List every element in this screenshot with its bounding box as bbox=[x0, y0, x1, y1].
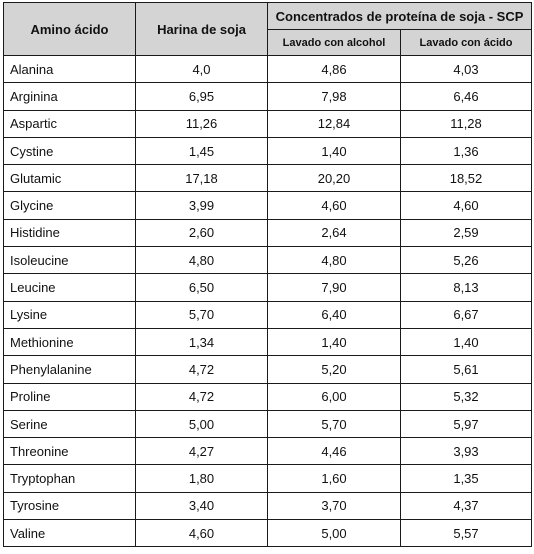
cell-harina-de-soja: 1,34 bbox=[136, 328, 268, 355]
cell-lavado-alcohol: 5,20 bbox=[268, 356, 401, 383]
cell-harina-de-soja: 2,60 bbox=[136, 219, 268, 246]
cell-harina-de-soja: 4,27 bbox=[136, 438, 268, 465]
cell-lavado-alcohol: 12,84 bbox=[268, 110, 401, 137]
header-row bbox=[4, 3, 532, 30]
table-body bbox=[4, 56, 532, 547]
cell-lavado-acido: 6,46 bbox=[401, 83, 532, 110]
cell-harina-de-soja: 4,60 bbox=[136, 520, 268, 547]
cell-harina-de-soja: 1,45 bbox=[136, 137, 268, 164]
table-row bbox=[4, 83, 532, 110]
cell-amino-acid: Threonine bbox=[4, 438, 136, 465]
cell-harina-de-soja: 17,18 bbox=[136, 165, 268, 192]
cell-amino-acid: Glycine bbox=[4, 192, 136, 219]
cell-lavado-alcohol: 3,70 bbox=[268, 492, 401, 519]
cell-amino-acid: Isoleucine bbox=[4, 247, 136, 274]
cell-amino-acid: Leucine bbox=[4, 274, 136, 301]
cell-lavado-acido: 1,40 bbox=[401, 328, 532, 355]
cell-lavado-acido: 5,61 bbox=[401, 356, 532, 383]
cell-amino-acid: Phenylalanine bbox=[4, 356, 136, 383]
cell-harina-de-soja: 4,80 bbox=[136, 247, 268, 274]
table-row bbox=[4, 192, 532, 219]
table-row bbox=[4, 219, 532, 246]
table-row bbox=[4, 137, 532, 164]
cell-lavado-acido: 18,52 bbox=[401, 165, 532, 192]
table-row bbox=[4, 356, 532, 383]
cell-harina-de-soja: 5,00 bbox=[136, 410, 268, 437]
table-row bbox=[4, 301, 532, 328]
table-row bbox=[4, 410, 532, 437]
table-row bbox=[4, 56, 532, 83]
cell-lavado-acido: 5,97 bbox=[401, 410, 532, 437]
table-row bbox=[4, 438, 532, 465]
cell-lavado-alcohol: 2,64 bbox=[268, 219, 401, 246]
cell-lavado-alcohol: 4,46 bbox=[268, 438, 401, 465]
cell-lavado-alcohol: 4,86 bbox=[268, 56, 401, 83]
cell-lavado-alcohol: 5,00 bbox=[268, 520, 401, 547]
cell-lavado-alcohol: 7,90 bbox=[268, 274, 401, 301]
cell-harina-de-soja: 1,80 bbox=[136, 465, 268, 492]
cell-amino-acid: Arginina bbox=[4, 83, 136, 110]
table-row bbox=[4, 110, 532, 137]
cell-harina-de-soja: 4,72 bbox=[136, 383, 268, 410]
table-row bbox=[4, 465, 532, 492]
cell-harina-de-soja: 5,70 bbox=[136, 301, 268, 328]
cell-lavado-acido: 1,35 bbox=[401, 465, 532, 492]
cell-lavado-alcohol: 4,80 bbox=[268, 247, 401, 274]
cell-harina-de-soja: 4,72 bbox=[136, 356, 268, 383]
cell-lavado-acido: 5,26 bbox=[401, 247, 532, 274]
table-row bbox=[4, 492, 532, 519]
cell-amino-acid: Histidine bbox=[4, 219, 136, 246]
cell-lavado-alcohol: 1,40 bbox=[268, 328, 401, 355]
header-lavado-alcohol: Lavado con alcohol bbox=[268, 30, 401, 56]
cell-harina-de-soja: 3,99 bbox=[136, 192, 268, 219]
cell-harina-de-soja: 4,0 bbox=[136, 56, 268, 83]
amino-acid-table bbox=[3, 2, 532, 547]
table-row bbox=[4, 274, 532, 301]
cell-lavado-acido: 4,03 bbox=[401, 56, 532, 83]
cell-amino-acid: Lysine bbox=[4, 301, 136, 328]
cell-amino-acid: Valine bbox=[4, 520, 136, 547]
header-harina-de-soja: Harina de soja bbox=[136, 3, 268, 56]
cell-harina-de-soja: 11,26 bbox=[136, 110, 268, 137]
header-amino-acid: Amino ácido bbox=[4, 3, 136, 56]
cell-lavado-acido: 5,57 bbox=[401, 520, 532, 547]
cell-harina-de-soja: 6,95 bbox=[136, 83, 268, 110]
cell-lavado-alcohol: 20,20 bbox=[268, 165, 401, 192]
cell-lavado-alcohol: 1,40 bbox=[268, 137, 401, 164]
cell-lavado-alcohol: 7,98 bbox=[268, 83, 401, 110]
cell-lavado-acido: 5,32 bbox=[401, 383, 532, 410]
header-scp-group: Concentrados de proteína de soja - SCP bbox=[268, 3, 532, 30]
table-row bbox=[4, 247, 532, 274]
cell-lavado-acido: 11,28 bbox=[401, 110, 532, 137]
cell-amino-acid: Alanina bbox=[4, 56, 136, 83]
cell-amino-acid: Tryptophan bbox=[4, 465, 136, 492]
cell-lavado-alcohol: 4,60 bbox=[268, 192, 401, 219]
cell-harina-de-soja: 3,40 bbox=[136, 492, 268, 519]
cell-lavado-alcohol: 5,70 bbox=[268, 410, 401, 437]
cell-lavado-alcohol: 6,40 bbox=[268, 301, 401, 328]
table-row bbox=[4, 383, 532, 410]
cell-lavado-acido: 8,13 bbox=[401, 274, 532, 301]
cell-amino-acid: Methionine bbox=[4, 328, 136, 355]
table-row bbox=[4, 165, 532, 192]
table-header bbox=[4, 3, 532, 56]
cell-lavado-acido: 1,36 bbox=[401, 137, 532, 164]
cell-amino-acid: Tyrosine bbox=[4, 492, 136, 519]
cell-lavado-acido: 2,59 bbox=[401, 219, 532, 246]
cell-amino-acid: Proline bbox=[4, 383, 136, 410]
cell-lavado-acido: 4,37 bbox=[401, 492, 532, 519]
cell-amino-acid: Glutamic bbox=[4, 165, 136, 192]
cell-lavado-alcohol: 1,60 bbox=[268, 465, 401, 492]
cell-lavado-acido: 6,67 bbox=[401, 301, 532, 328]
header-lavado-acido: Lavado con ácido bbox=[401, 30, 532, 56]
cell-lavado-acido: 4,60 bbox=[401, 192, 532, 219]
table-row bbox=[4, 520, 532, 547]
cell-lavado-acido: 3,93 bbox=[401, 438, 532, 465]
cell-amino-acid: Cystine bbox=[4, 137, 136, 164]
cell-amino-acid: Serine bbox=[4, 410, 136, 437]
cell-lavado-alcohol: 6,00 bbox=[268, 383, 401, 410]
cell-amino-acid: Aspartic bbox=[4, 110, 136, 137]
table-row bbox=[4, 328, 532, 355]
cell-harina-de-soja: 6,50 bbox=[136, 274, 268, 301]
